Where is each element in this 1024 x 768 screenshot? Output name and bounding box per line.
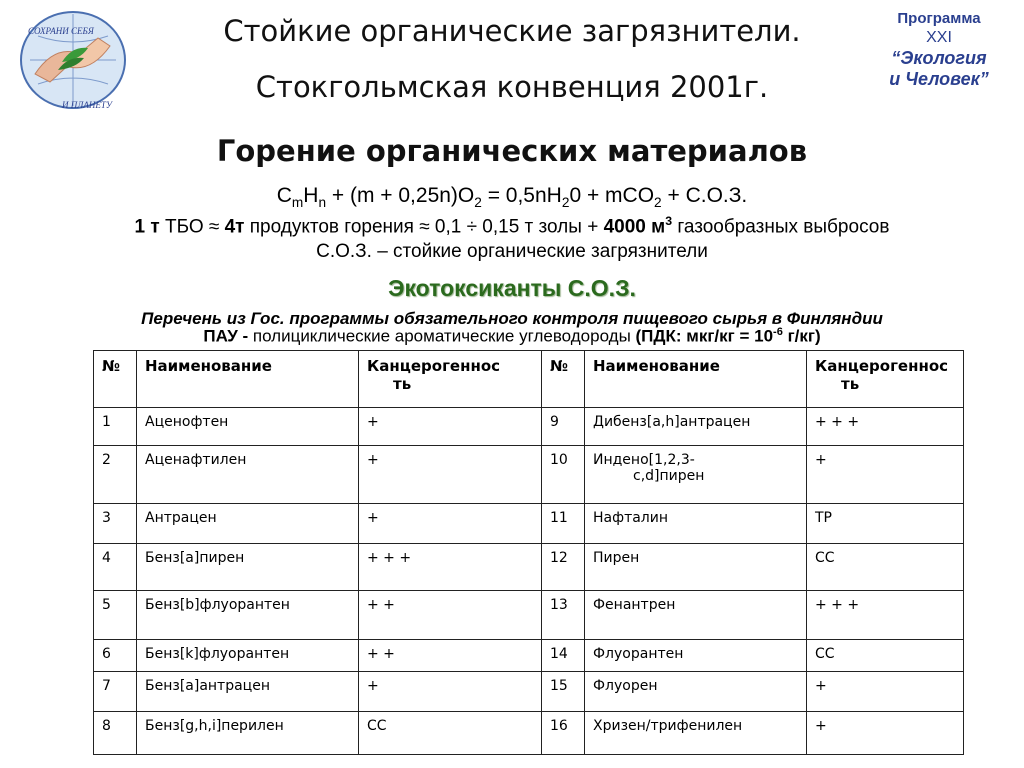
list-source-note: Перечень из Гос. программы обязательного контроля пищевого сырья в Финляндии [141,309,883,328]
header-num: № [94,351,137,408]
header-name: Наименование [585,351,807,408]
pah-table [93,350,964,755]
ecotoxicants-heading: Экотоксиканты С.О.З. [388,275,636,301]
table-row: 2 Аценафтилен + 10 Индено[1,2,3- c,d]пирен + [94,446,964,504]
header-carcinogenicity: Канцерогеннос ть [807,351,964,408]
header-num: № [542,351,585,408]
table-row: 3 Антрацен + 11 Нафталин ТР [94,504,964,544]
program-logo-line1: Программа [897,10,981,27]
waste-ratio-line: 1 т ТБО ≈ 4т продуктов горения ≈ 0,1 ÷ 0,15 т золы + 4000 $м^3$ газообразных выбросов [134,214,890,238]
table-header-row [94,351,964,408]
program-logo [864,10,1014,90]
slide-subtitle: Горение органических материалов [216,134,808,168]
table-row: 7 Бенз[a]антрацен + 15 Флуорен + [94,672,964,712]
table-row: 6 Бенз[k]флуорантен + + 14 Флуорантен СС [94,640,964,672]
combustion-formula: $C_mH_n + (m + 0,25n)O_2 = 0,5nH_20 + mCO_2 + С.О.З$. [276,184,748,211]
soz-definition: С.О.З. – стойкие органические загрязнители [316,241,708,262]
program-logo-line4: и Человек” [889,69,989,89]
header-carcinogenicity: Канцерогеннос ть [359,351,542,408]
table-row: 4 Бенз[a]пирен + + + 12 Пирен СС [94,544,964,591]
header-name: Наименование [137,351,359,408]
svg-text:И ПЛАНЕТУ: И ПЛАНЕТУ [62,100,112,110]
table-row: 8 Бенз[g,h,i]перилен СС 16 Хризен/трифенилен + [94,712,964,755]
slide-title-line2: Стокгольмская конвенция 2001г. [255,70,769,104]
pah-definition: ПАУ - полициклические ароматические углеводороды (ПДК: $мкг/кг = 10^{-6}$ г/кг) [203,326,821,346]
table-row: 5 Бенз[b]флуорантен + + 13 Фенантрен + + + [94,591,964,640]
program-logo-line2: XXI [926,29,952,46]
table-row: 1 Аценофтен + 9 Дибенз[a,h]антрацен + + + [94,408,964,446]
slide-title-line1: Стойкие органические загрязнители. [223,14,801,48]
svg-text:СОХРАНИ СЕБЯ: СОХРАНИ СЕБЯ [28,26,94,36]
program-logo-line3: “Экология [891,48,987,68]
globe-hands-logo [10,4,136,116]
